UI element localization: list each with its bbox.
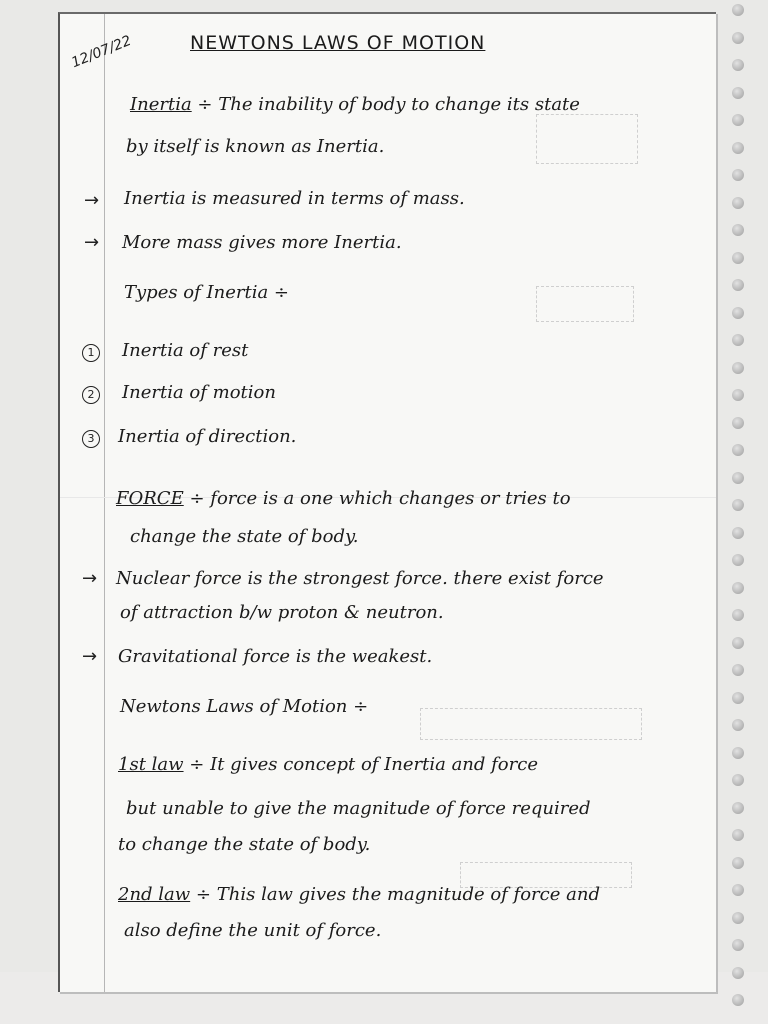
bleed-box [420, 708, 642, 740]
binding-ring [732, 664, 744, 676]
arrow-icon: → [82, 568, 98, 589]
number-circle: 2 [82, 386, 100, 404]
inertia-term: Inertia [130, 94, 192, 115]
binding-ring [732, 169, 744, 181]
force-definition-line-1 [116, 488, 571, 510]
binding-ring [732, 527, 744, 539]
point-mass-measure: Inertia is measured in terms of mass. [124, 188, 465, 209]
binding-ring [732, 637, 744, 649]
gravitational-force-line: Gravitational force is the weakest. [118, 646, 433, 667]
first-law-text: It gives concept of Inertia and force [210, 754, 538, 775]
binding-ring [732, 307, 744, 319]
type-inertia-direction: Inertia of direction. [118, 426, 297, 447]
bleed-box [536, 114, 638, 164]
binding-ring [732, 582, 744, 594]
nuclear-force-line-2: of attraction b/w proton & neutron. [120, 602, 444, 623]
second-law-line-1 [118, 884, 600, 906]
first-law-line-3: to change the state of body. [118, 834, 371, 855]
binding-ring [732, 554, 744, 566]
laws-heading: Newtons Laws of Motion ÷ [120, 696, 369, 717]
binding-ring [732, 4, 744, 16]
second-law-text: This law gives the magnitude of force and [216, 884, 600, 905]
binding-ring [732, 334, 744, 346]
type-inertia-rest: Inertia of rest [122, 340, 249, 361]
binding-ring [732, 994, 744, 1006]
bleed-box [536, 286, 634, 322]
force-definition-text: force is a one which changes or tries to [210, 488, 571, 509]
binding-ring [732, 279, 744, 291]
binding-ring [732, 747, 744, 759]
number-circle: 1 [82, 344, 100, 362]
first-law-line-2: but unable to give the magnitude of force required [126, 798, 591, 819]
second-law-line-2: also define the unit of force. [124, 920, 382, 941]
arrow-icon: → [84, 190, 100, 211]
binding-ring [732, 114, 744, 126]
spiral-binding [730, 0, 750, 1024]
type-inertia-motion: Inertia of motion [122, 382, 276, 403]
binding-ring [732, 417, 744, 429]
title-text: NEWTONS LAWS OF MOTION [190, 32, 486, 54]
point-more-mass: More mass gives more Inertia. [122, 232, 402, 253]
inertia-definition-text: The inability of body to change its state [218, 94, 580, 115]
separator: ÷ [189, 754, 205, 775]
binding-ring [732, 829, 744, 841]
binding-ring [732, 939, 744, 951]
binding-ring [732, 142, 744, 154]
binding-ring [732, 884, 744, 896]
page-title [190, 32, 485, 54]
binding-ring [732, 252, 744, 264]
binding-ring [732, 472, 744, 484]
arrow-icon: → [84, 232, 100, 253]
binding-ring [732, 774, 744, 786]
binding-ring [732, 967, 744, 979]
margin-line [104, 14, 105, 992]
binding-ring [732, 389, 744, 401]
separator: ÷ [195, 884, 212, 905]
notebook-page [58, 12, 716, 992]
binding-ring [732, 444, 744, 456]
number-circle: 3 [82, 430, 100, 448]
binding-ring [732, 224, 744, 236]
binding-ring [732, 87, 744, 99]
types-heading: Types of Inertia ÷ [124, 282, 290, 303]
force-term: FORCE [116, 488, 184, 509]
binding-ring [732, 857, 744, 869]
binding-ring [732, 692, 744, 704]
binding-ring [732, 499, 744, 511]
binding-ring [732, 912, 744, 924]
nuclear-force-line-1: Nuclear force is the strongest force. there exist force [116, 568, 604, 589]
first-law-line-1 [118, 754, 538, 776]
arrow-icon: → [82, 646, 98, 667]
binding-ring [732, 197, 744, 209]
binding-ring [732, 32, 744, 44]
binding-ring [732, 609, 744, 621]
binding-ring [732, 362, 744, 374]
inertia-definition-line-2: by itself is known as Inertia. [126, 136, 385, 157]
inertia-definition-line-1 [130, 94, 580, 116]
binding-ring [732, 59, 744, 71]
separator: ÷ [189, 488, 205, 509]
force-definition-line-2: change the state of body. [130, 526, 359, 547]
first-law-label: 1st law [118, 754, 184, 775]
second-law-label: 2nd law [118, 884, 191, 905]
binding-ring [732, 719, 744, 731]
separator: ÷ [197, 94, 213, 115]
binding-ring [732, 802, 744, 814]
page-date: 12/07/22 [69, 32, 134, 72]
